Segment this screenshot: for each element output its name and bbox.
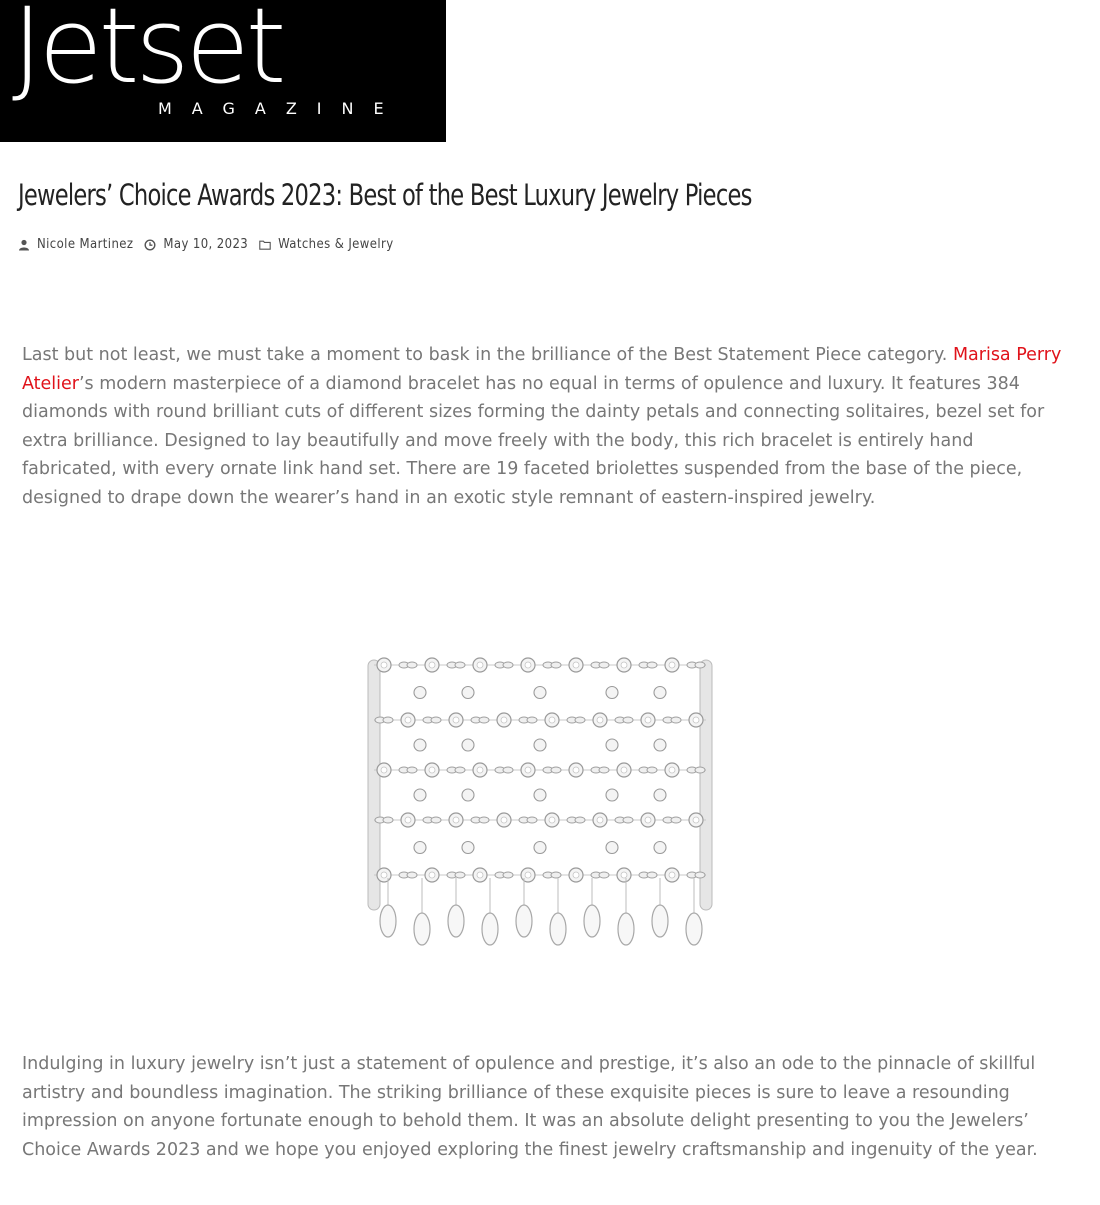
date-meta xyxy=(144,237,248,252)
logo-wordmark: Jetset xyxy=(12,0,283,107)
author-meta[interactable] xyxy=(18,237,133,252)
article-paragraph-1 xyxy=(22,341,1062,513)
user-icon xyxy=(18,239,30,251)
article-meta xyxy=(18,237,405,252)
site-logo[interactable] xyxy=(0,0,446,142)
paragraph-text: ’s modern masterpiece of a diamond bracelet has no equal in terms of opulence and luxury. It features 384 diamonds with round brilliant cuts of different sizes forming the dainty petals and connecting solitaires, bezel set for extra brilliance. Designed to lay beautifully and move freely with the body, this rich bracelet is entirely hand fabricated, with every ornate link hand set. There are 19 faceted briolettes suspended from the base of the piece, designed to drape down the wearer’s hand in an exotic style remnant of eastern-inspired jewelry. xyxy=(22,373,1045,508)
brand-link[interactable]: Marisa Perry Atelier xyxy=(22,345,1062,394)
article-paragraph-2: Indulging in luxury jewelry isn’t just a statement of opulence and prestige, it’s also an ode to the pinnacle of skillful artistry and boundless imagination. The striking brilliance of these exquisite pieces is sure to leave a resounding impression on anyone fortunate enough to behold them. It was an absolute delight presenting to you the Jewelers’ Choice Awards 2023 and we hope you enjoyed exploring the finest jewelry craftsmanship and ingenuity of the year. xyxy=(22,1054,1038,1160)
folder-icon xyxy=(259,239,271,251)
article-title: Jewelers’ Choice Awards 2023: Best of the Best Luxury Jewelry Pieces xyxy=(18,178,752,212)
logo-subtitle: MAGAZINE xyxy=(158,99,404,118)
author-name: Nicole Martinez xyxy=(37,237,134,252)
paragraph-text: Last but not least, we must take a moment to bask in the brilliance of the Best Statement Piece category. xyxy=(22,345,953,365)
clock-icon xyxy=(144,239,156,251)
bracelet-image xyxy=(360,640,720,990)
post-date: May 10, 2023 xyxy=(163,237,249,252)
category-link: Watches & Jewelry xyxy=(278,237,394,252)
category-meta[interactable] xyxy=(259,237,393,252)
